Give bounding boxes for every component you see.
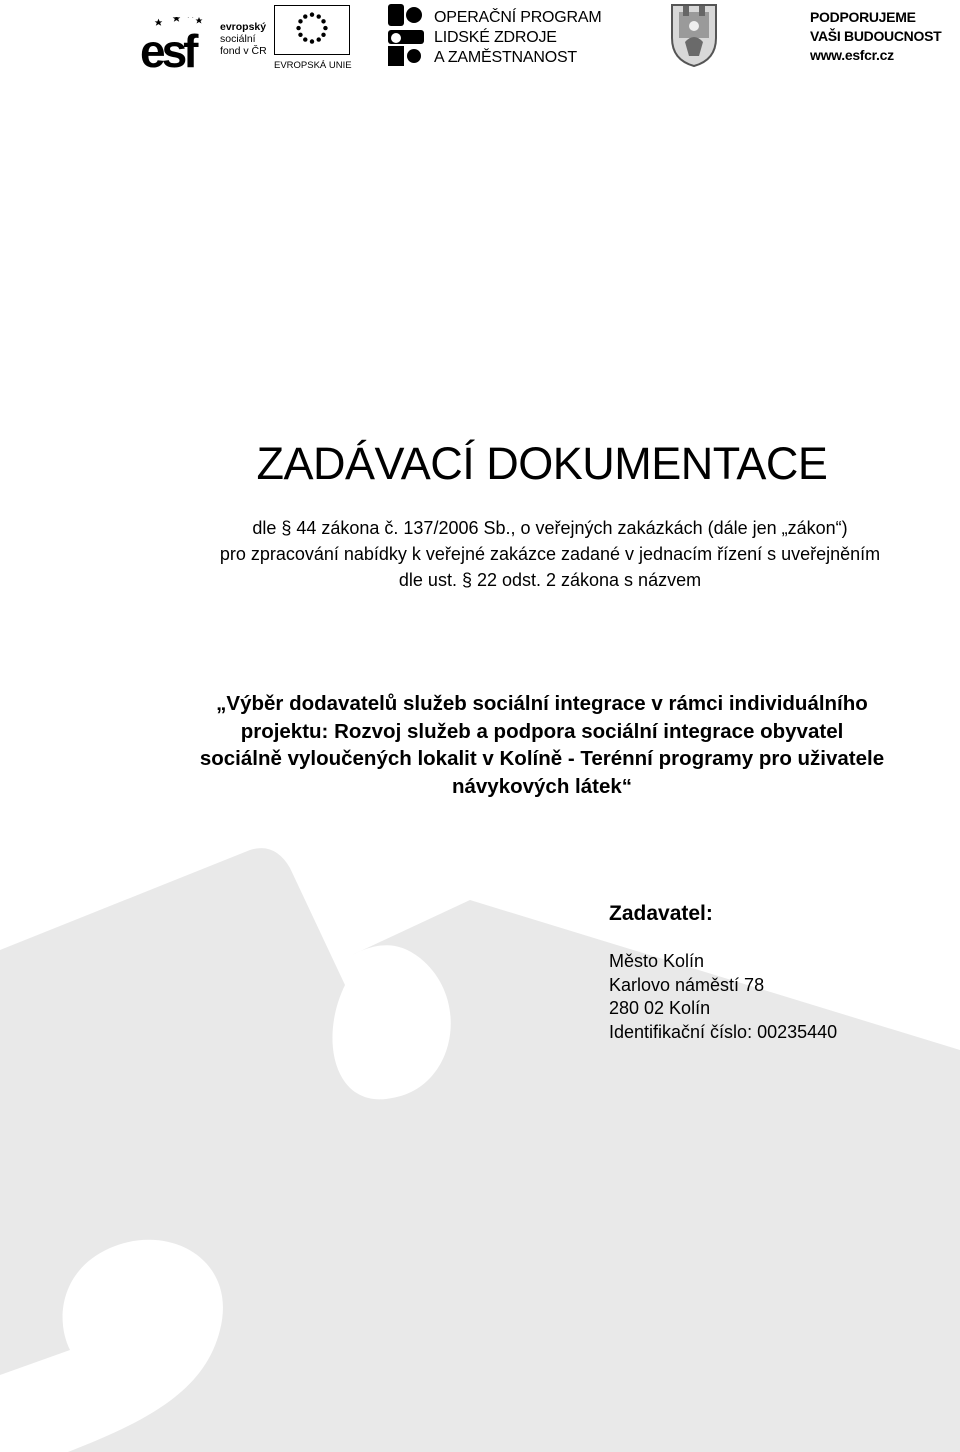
subtitle-line: dle ust. § 22 odst. 2 zákona s názvem [398,570,702,590]
subtitle-line: dle § 44 zákona č. 137/2006 Sb., o veřejných zakázkách (dále jen „zákon“) [252,518,848,538]
client-block [609,900,837,1044]
client-line: Karlovo náměstí 78 [609,974,765,995]
esf-logo [140,5,268,71]
project-line: návykových látek“ [451,774,633,798]
support-line-1: PODPORUJEME [810,9,916,25]
logo-header [0,0,960,80]
esf-mark-text: esf [140,25,195,71]
client-line: Identifikační číslo: 00235440 [609,1021,838,1042]
esf-logo-text [220,21,267,57]
client-line: 280 02 Kolín [609,998,711,1018]
client-line: Město Kolín [609,951,705,971]
client-address [609,950,837,1044]
document-title: ZADÁVACÍ DOKUMENTACE [256,438,828,489]
op-lzz-text [434,8,602,68]
op-lzz-logo [384,2,614,70]
project-name [0,690,960,800]
esf-line-3: fond v ČR [220,45,267,57]
esf-logo-mark [140,17,212,71]
esf-star-4 [196,17,203,24]
project-line: sociálně vyloučených lokalit v Kolíně - Terénní programy pro uživatele [199,747,885,770]
subtitle-line: pro zpracování nabídky k veřejné zakázce zadané v jednacím řízení s uveřejněním [219,544,881,564]
project-line: „Výběr dodavatelů služeb sociální integrace v rámci individuálního [216,692,868,715]
eu-logo [274,5,350,71]
esf-star-3 [187,17,195,18]
esf-star-2 [173,17,181,22]
document-subtitle [140,515,960,593]
client-label: Zadavatel: [609,902,713,925]
eu-flag-icon [274,5,350,55]
puzzle-person-icon [384,2,428,68]
esf-line-1: evropský [220,21,267,33]
coat-of-arms-icon [669,2,719,68]
op-line-1: OPERAČNÍ PROGRAM [434,9,602,26]
support-text [810,8,941,65]
support-url: www.esfcr.cz [810,47,894,63]
support-line-2: VAŠI BUDOUCNOST [810,28,942,44]
esf-line-2: sociální [220,33,256,45]
op-line-3: A ZAMĚSTNANOST [434,49,577,66]
op-line-2: LIDSKÉ ZDROJE [434,29,557,46]
eu-label: EVROPSKÁ UNIE [274,60,352,71]
project-line: projektu: Rozvoj služeb a podpora sociální integrace obyvatel [240,719,844,743]
